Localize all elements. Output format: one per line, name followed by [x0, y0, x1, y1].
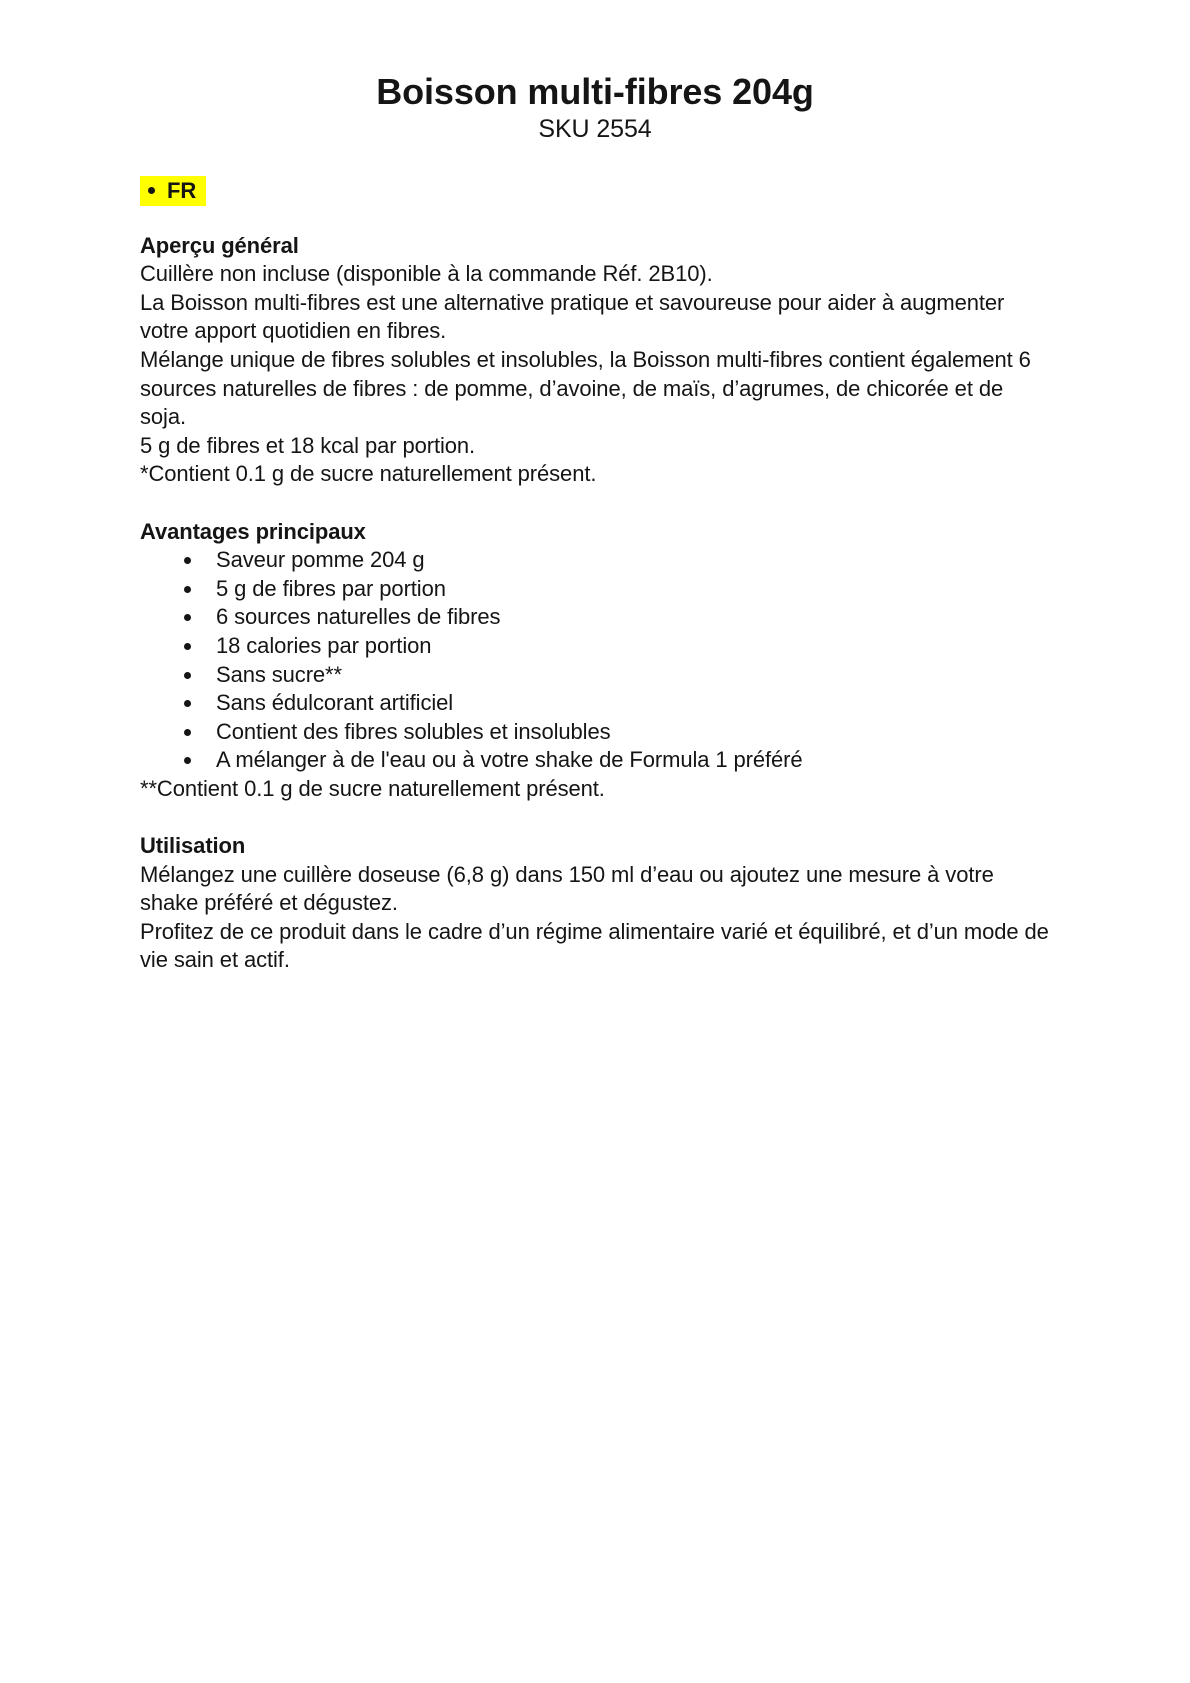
usage-section	[140, 832, 1050, 975]
list-item-text: Saveur pomme 204 g	[216, 547, 425, 573]
list-item-text: Contient des fibres solubles et insolubles	[216, 718, 611, 744]
paragraph: 5 g de fibres et 18 kcal par portion.	[140, 432, 476, 458]
usage-paragraphs	[140, 861, 1050, 975]
list-item	[140, 661, 1050, 690]
bullet-icon	[184, 557, 191, 564]
bullet-icon	[184, 586, 191, 593]
overview-paragraphs	[140, 260, 1050, 489]
bullet-icon	[184, 700, 191, 707]
list-item	[140, 546, 1050, 575]
list-item	[140, 603, 1050, 632]
list-item	[140, 575, 1050, 604]
page-title: Boisson multi-fibres 204g	[376, 71, 814, 112]
paragraph: Mélangez une cuillère doseuse (6,8 g) dans 150 ml d’eau ou ajoutez une mesure à votre shake préféré et dégustez.	[140, 861, 994, 916]
list-item-text: 6 sources naturelles de fibres	[216, 604, 501, 630]
language-bullet-item	[140, 173, 1050, 203]
list-item-text: 18 calories par portion	[216, 632, 432, 658]
bullet-icon	[184, 614, 191, 621]
bullet-icon	[148, 187, 155, 194]
benefits-footnote: **Contient 0.1 g de sucre naturellement présent.	[140, 775, 605, 801]
usage-heading: Utilisation	[140, 833, 246, 859]
sku-subtitle: SKU 2554	[538, 115, 652, 143]
list-item-text: Sans édulcorant artificiel	[216, 690, 454, 716]
overview-section	[140, 232, 1050, 489]
language-label: FR	[167, 177, 197, 203]
benefits-section	[140, 518, 1050, 804]
list-item-text: Sans sucre**	[216, 661, 342, 687]
bullet-icon	[184, 643, 191, 650]
list-item	[140, 746, 1050, 775]
paragraph: La Boisson multi-fibres est une alternative pratique et savoureuse pour aider à augmenter votre apport quotidien en fibres.	[140, 289, 1005, 344]
list-item	[140, 718, 1050, 747]
list-item	[140, 632, 1050, 661]
list-item-text: 5 g de fibres par portion	[216, 575, 446, 601]
list-item	[140, 689, 1050, 718]
language-highlight	[140, 176, 206, 206]
bullet-icon	[184, 757, 191, 764]
benefits-list	[140, 546, 1050, 775]
paragraph: Cuillère non incluse (disponible à la commande Réf. 2B10).	[140, 261, 713, 287]
overview-heading: Aperçu général	[140, 232, 299, 258]
bullet-icon	[184, 672, 191, 679]
paragraph: Profitez de ce produit dans le cadre d’un régime alimentaire varié et équilibré, et d’un mode de vie sain et actif.	[140, 918, 1049, 973]
benefits-heading: Avantages principaux	[140, 518, 366, 544]
list-item-text: A mélanger à de l'eau ou à votre shake de Formula 1 préféré	[216, 747, 803, 773]
paragraph: *Contient 0.1 g de sucre naturellement présent.	[140, 461, 597, 487]
bullet-icon	[184, 729, 191, 736]
paragraph: Mélange unique de fibres solubles et insolubles, la Boisson multi-fibres contient également 6 sources naturelles de fibres : de pomme, d’avoine, de maïs, d’agrumes, de chicorée et de soja.	[140, 346, 1031, 430]
